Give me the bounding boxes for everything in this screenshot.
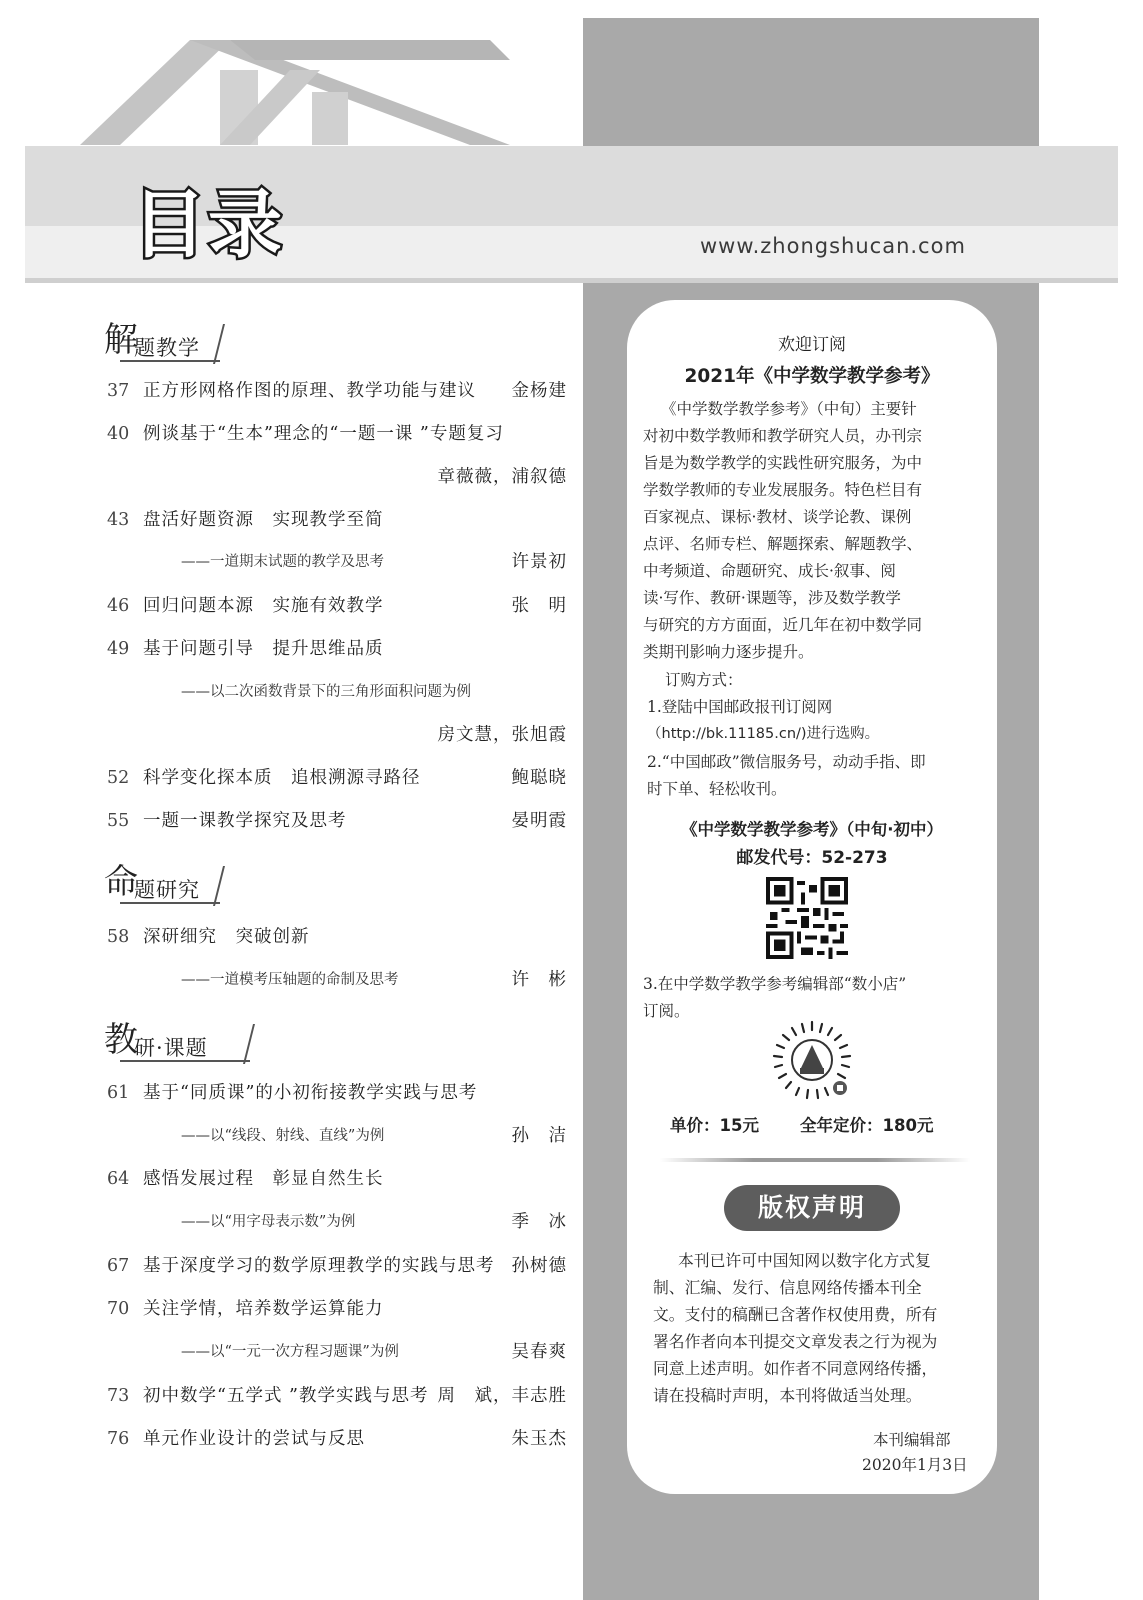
- article-title: 感悟发展过程 彰显自然生长: [143, 1169, 384, 1189]
- page-title: 目录: [132, 182, 284, 268]
- section-title: 题教学: [134, 336, 200, 360]
- article-title: 回归问题本源 实施有效教学: [143, 596, 384, 616]
- article-subtitle: ——以“线段、射线、直线”为例: [181, 1128, 385, 1144]
- order-method-1: 1.登陆中国邮政报刊订阅网: [647, 698, 833, 716]
- article-title: 基于问题引导 提升思维品质: [143, 639, 384, 659]
- section-title: 题研究: [134, 878, 200, 902]
- article-author: 朱玉杰: [511, 1429, 567, 1449]
- section-slash: [243, 1024, 255, 1064]
- toc-subtitle-line: [107, 550, 567, 574]
- toc-subtitle-line: [107, 680, 567, 704]
- section-header-jieti: [104, 318, 234, 364]
- article-title: 初中数学“五学式 ”教学实践与思考: [143, 1386, 429, 1406]
- article-author: 季 冰: [511, 1212, 567, 1232]
- toc-entry[interactable]: [107, 1426, 567, 1452]
- toc-entry[interactable]: [107, 1166, 567, 1192]
- page-number: 55: [107, 811, 130, 831]
- toc-entry[interactable]: [107, 1080, 567, 1106]
- article-title: 一题一课教学探究及思考: [143, 811, 347, 831]
- intro-line: 旨是为数学教学的实践性研究服务，为中: [643, 454, 923, 472]
- order-method-2: 2.“中国邮政”微信服务号，动动手指、即: [647, 753, 926, 771]
- qr-code-icon[interactable]: [766, 877, 848, 959]
- editorial-signature: 本刊编辑部: [873, 1431, 951, 1449]
- intro-line: 百家视点、课标·教材、谈学论教、课例: [643, 508, 912, 526]
- page-number: 37: [107, 381, 130, 401]
- article-title: 例谈基于“生本”理念的“一题一课 ”专题复习: [143, 424, 504, 444]
- copyright-banner: 版权声明: [724, 1185, 900, 1231]
- intro-line: 中考频道、命题研究、成长·叙事、阅: [643, 562, 896, 580]
- copyright-line: 本刊已许可中国知网以数字化方式复: [678, 1251, 931, 1270]
- order-method-3-cont: 订阅。: [643, 1002, 690, 1020]
- toc-entry[interactable]: [107, 421, 567, 447]
- toc-entry[interactable]: [107, 636, 567, 662]
- article-subtitle: ——一道期末试题的教学及思考: [181, 554, 384, 570]
- article-author: 孙树德: [511, 1256, 567, 1276]
- toc-entry[interactable]: [107, 1383, 567, 1409]
- toc-entry[interactable]: [107, 378, 567, 404]
- signature-date: 2020年1月3日: [862, 1456, 968, 1474]
- header-band-shadow: [25, 278, 1118, 283]
- page-number: 61: [107, 1083, 130, 1103]
- page-number: 52: [107, 768, 130, 788]
- article-title: 盘活好题资源 实现教学至简: [143, 510, 384, 530]
- section-title: 研·课题: [134, 1036, 208, 1060]
- section-underline: [120, 902, 220, 904]
- copyright-line: 同意上述声明。如作者不同意网络传播，: [653, 1359, 938, 1378]
- article-title: 基于深度学习的数学原理教学的实践与思考: [143, 1256, 495, 1276]
- section-initial: 解: [104, 320, 138, 360]
- article-author: 许景初: [511, 552, 567, 572]
- roof-decoration: [80, 30, 510, 145]
- intro-line: 与研究的方方面面，近几年在初中数学同: [643, 616, 923, 634]
- intro-line: 读·写作、教研·课题等，涉及数学教学: [643, 589, 901, 607]
- section-underline: [120, 360, 220, 362]
- article-title: 科学变化探本质 追根溯源寻路径: [143, 768, 421, 788]
- section-slash: [213, 866, 225, 906]
- page-number: 76: [107, 1429, 130, 1449]
- copyright-line: 制、汇编、发行、信息网络传播本刊全: [653, 1278, 922, 1297]
- intro-line: 学数学教师的专业发展服务。特色栏目有: [643, 481, 923, 499]
- unit-price: 单价：15元: [670, 1116, 759, 1135]
- copyright-line: 署名作者向本刊提交文章发表之行为视为: [653, 1332, 938, 1351]
- toc-author-line: [107, 464, 567, 490]
- toc-subtitle-line: [107, 1340, 567, 1364]
- article-author: 孙 洁: [511, 1126, 567, 1146]
- article-subtitle: ——以“用字母表示数”为例: [181, 1214, 356, 1230]
- postal-code: 邮发代号：52-273: [736, 848, 888, 868]
- order-method-3: 3.在中学数学教学参考编辑部“数小店”: [643, 975, 907, 993]
- page-number: 67: [107, 1256, 130, 1276]
- article-subtitle: ——一道模考压轴题的命制及思考: [181, 972, 399, 988]
- toc-entry[interactable]: [107, 507, 567, 533]
- article-title: 正方形网格作图的原理、教学功能与建议: [143, 381, 476, 401]
- article-title: 基于“同质课”的小初衔接教学实践与思考: [143, 1083, 478, 1103]
- article-author: 鲍聪晓: [511, 768, 567, 788]
- copyright-line: 文。支付的稿酬已含著作权使用费，所有: [653, 1305, 938, 1324]
- page-number: 73: [107, 1386, 130, 1406]
- article-author: 张 明: [511, 596, 567, 616]
- section-header-mingti: [104, 860, 234, 906]
- toc-author-line: [107, 722, 567, 748]
- toc-entry[interactable]: [107, 765, 567, 791]
- page-number: 58: [107, 927, 130, 947]
- toc-subtitle-line: [107, 1210, 567, 1234]
- edition-name: 《中学数学教学参考》（中旬·初中）: [680, 820, 944, 839]
- section-header-jiaoyan: [104, 1018, 264, 1064]
- article-author: 金杨建: [511, 381, 567, 401]
- section-initial: 教: [104, 1020, 138, 1060]
- section-slash: [213, 324, 225, 364]
- article-title: 关注学情，培养数学运算能力: [143, 1299, 384, 1319]
- article-author: 周 斌，丰志胜: [437, 1386, 567, 1406]
- panel-divider: [660, 1158, 970, 1162]
- article-author: 房文慧，张旭霞: [437, 725, 567, 745]
- intro-line: 《中学数学教学参考》（中旬）主要针: [661, 400, 917, 418]
- journal-title: 2021年《中学数学教学参考》: [684, 366, 940, 387]
- page-number: 70: [107, 1299, 130, 1319]
- article-author: 许 彬: [511, 970, 567, 990]
- order-methods-title: 订购方式：: [665, 671, 743, 689]
- order-method-2-cont: 时下单、轻松收刊。: [647, 780, 787, 798]
- toc-entry[interactable]: [107, 593, 567, 619]
- toc-subtitle-line: [107, 1124, 567, 1148]
- page-number: 46: [107, 596, 130, 616]
- article-author: 吴春爽: [511, 1342, 567, 1362]
- toc-entry[interactable]: [107, 1296, 567, 1322]
- page-number: 43: [107, 510, 130, 530]
- page-number: 40: [107, 424, 130, 444]
- toc-entry[interactable]: [107, 924, 567, 950]
- annual-price: 全年定价：180元: [800, 1116, 934, 1135]
- copyright-line: 请在投稿时声明，本刊将做适当处理。: [653, 1386, 922, 1405]
- mini-program-code-icon[interactable]: [770, 1018, 854, 1102]
- article-subtitle: ——以“一元一次方程习题课”为例: [181, 1344, 399, 1360]
- toc-subtitle-line: [107, 968, 567, 992]
- website-url: www.zhongshucan.com: [700, 234, 966, 258]
- toc-entry[interactable]: [107, 1253, 567, 1279]
- page-number: 49: [107, 639, 130, 659]
- article-title: 单元作业设计的尝试与反思: [143, 1429, 365, 1449]
- section-initial: 命: [104, 862, 138, 902]
- section-underline: [120, 1060, 250, 1062]
- welcome-heading: 欢迎订阅: [778, 335, 846, 355]
- toc-entry[interactable]: [107, 808, 567, 834]
- article-author: 晏明霞: [511, 811, 567, 831]
- order-method-1-url[interactable]: （http://bk.11185.cn/)进行选购。: [647, 726, 880, 742]
- article-author: 章薇薇，浦叙德: [437, 467, 567, 487]
- intro-line: 类期刊影响力逐步提升。: [643, 643, 814, 661]
- page-number: 64: [107, 1169, 130, 1189]
- intro-line: 对初中数学教师和教学研究人员，办刊宗: [643, 427, 923, 445]
- article-title: 深研细究 突破创新: [143, 927, 310, 947]
- intro-line: 点评、名师专栏、解题探索、解题教学、: [643, 535, 923, 553]
- article-subtitle: ——以二次函数背景下的三角形面积问题为例: [181, 684, 471, 700]
